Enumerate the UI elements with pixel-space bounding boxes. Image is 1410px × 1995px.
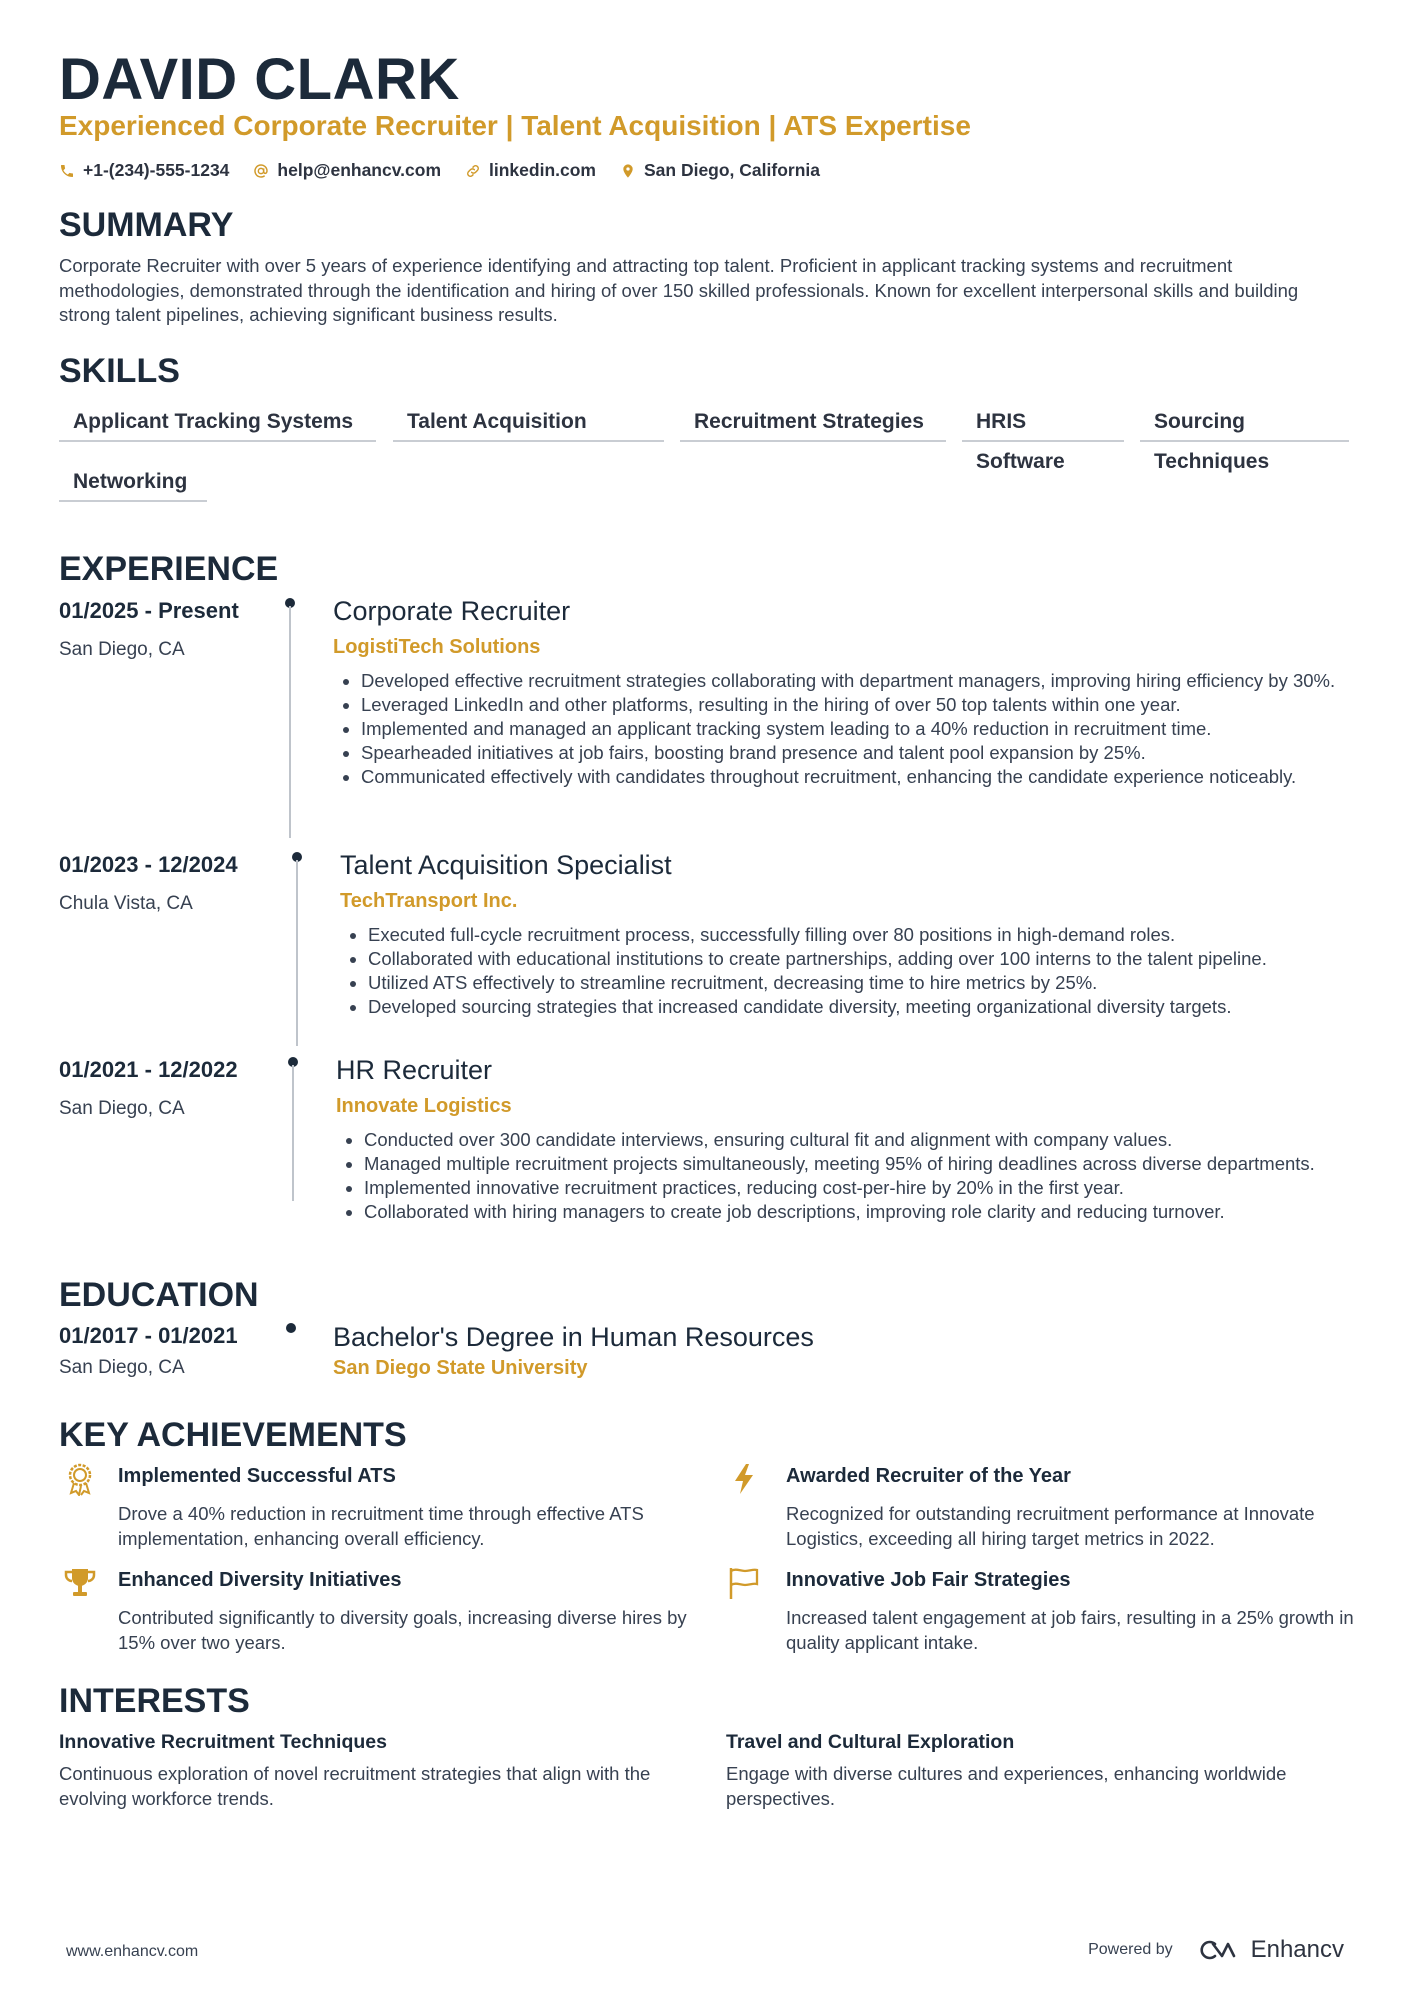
bullet-item: • Collaborated with educational institutions to create partnerships, adding over 100 interns to the talent pipeline.	[368, 947, 1378, 971]
bullet-item: • Implemented innovative recruitment practices, reducing cost-per-hire by 20% in the first year.	[364, 1176, 1374, 1200]
timeline-line	[296, 860, 298, 1046]
contact-linkedin[interactable]	[465, 160, 596, 181]
contact-linkedin-text: linkedin.com	[489, 160, 596, 180]
skill-tag: Recruitment Strategies	[680, 402, 946, 442]
timeline-line	[289, 606, 291, 838]
contact-bar	[59, 160, 820, 181]
job-company: TechTransport Inc.	[340, 890, 518, 912]
job-company: Innovate Logistics	[336, 1095, 512, 1117]
skill-tag: HRIS Software	[962, 402, 1124, 442]
contact-location	[620, 160, 820, 181]
achievements-heading: KEY ACHIEVEMENTS	[59, 1416, 407, 1454]
flag-icon	[727, 1566, 761, 1600]
lightning-bolt-icon	[727, 1462, 761, 1496]
footer-branding	[1088, 1936, 1344, 1964]
contact-location-text: San Diego, California	[643, 160, 820, 180]
timeline-dot	[286, 1323, 296, 1333]
interest-title: Innovative Recruitment Techniques	[59, 1731, 387, 1753]
enhancv-logo-icon	[1197, 1938, 1243, 1962]
award-medal-icon	[63, 1462, 97, 1496]
location-pin-icon	[620, 163, 636, 179]
footer-website[interactable]: www.enhancv.com	[66, 1943, 199, 1960]
job-bullets	[340, 923, 1378, 1019]
skill-tag: Talent Acquisition	[393, 402, 664, 442]
bullet-item: • Developed effective recruitment strategies collaborating with department managers, improving hiring efficiency by 30%.	[361, 669, 1371, 693]
interest-desc: Engage with diverse cultures and experiences, enhancing worldwide perspectives.	[726, 1763, 1287, 1809]
interests-heading: INTERESTS	[59, 1682, 250, 1720]
bullet-item: • Spearheaded initiatives at job fairs, boosting brand presence and talent pool expansion by 25%.	[361, 741, 1371, 765]
skills-heading: SKILLS	[59, 352, 180, 390]
at-icon	[253, 163, 269, 179]
education-location: San Diego, CA	[59, 1357, 185, 1378]
job-location: San Diego, CA	[59, 1098, 185, 1119]
job-title: Talent Acquisition Specialist	[340, 850, 672, 880]
achievement-desc: Drove a 40% reduction in recruitment time through effective ATS implementation, enhancing overall efficiency.	[118, 1503, 644, 1549]
powered-by-label: Powered by	[1088, 1941, 1173, 1958]
contact-phone[interactable]	[59, 160, 229, 181]
phone-icon	[59, 163, 75, 179]
bullet-item: • Managed multiple recruitment projects simultaneously, meeting 95% of hiring deadlines across diverse departments.	[364, 1152, 1374, 1176]
achievement-desc: Recognized for outstanding recruitment performance at Innovate Logistics, exceeding all hiring target metrics in 2022.	[786, 1503, 1315, 1549]
bullet-item: • Leveraged LinkedIn and other platforms, resulting in the hiring of over 50 top talents within one year.	[361, 693, 1371, 717]
link-icon	[465, 163, 481, 179]
job-dates: 01/2023 - 12/2024	[59, 852, 238, 877]
trophy-icon	[63, 1566, 97, 1600]
contact-phone-text: +1-(234)-555-1234	[83, 160, 230, 180]
education-dates: 01/2017 - 01/2021	[59, 1323, 238, 1348]
achievement-desc: Contributed significantly to diversity goals, increasing diverse hires by 15% over two years.	[118, 1607, 687, 1653]
bullet-item: • Developed sourcing strategies that increased candidate diversity, meeting organizational diversity targets.	[368, 995, 1378, 1019]
skill-tag: Networking	[59, 462, 207, 502]
job-title: HR Recruiter	[336, 1055, 493, 1085]
bullet-item: • Communicated effectively with candidates throughout recruitment, enhancing the candidate experience noticeably.	[361, 765, 1371, 789]
interest-desc: Continuous exploration of novel recruitment strategies that align with the evolving workforce trends.	[59, 1763, 651, 1809]
achievement-title: Innovative Job Fair Strategies	[786, 1569, 1071, 1591]
skill-tag: Applicant Tracking Systems	[59, 402, 376, 442]
job-dates: 01/2021 - 12/2022	[59, 1057, 238, 1082]
job-company: LogistiTech Solutions	[333, 636, 541, 658]
achievement-desc: Increased talent engagement at job fairs, resulting in a 25% growth in quality applicant intake.	[786, 1607, 1354, 1653]
job-location: Chula Vista, CA	[59, 893, 193, 914]
enhancv-logo[interactable]	[1197, 1936, 1344, 1964]
contact-email-text: help@enhancv.com	[277, 160, 442, 180]
candidate-name: DAVID CLARK	[59, 47, 460, 112]
bullet-item: • Executed full-cycle recruitment process, successfully filling over 80 positions in high-demand roles.	[368, 923, 1378, 947]
education-degree: Bachelor's Degree in Human Resources	[333, 1322, 814, 1352]
summary-text: Corporate Recruiter with over 5 years of experience identifying and attracting top talent. Proficient in applicant tracking systems and recruitment methodologies, demonstrated through the identification and hiring of over 150 skilled professionals. Known for excellent interpersonal skills and building strong talent pipelines, achieving significant business results.	[59, 255, 1299, 325]
contact-email[interactable]	[253, 160, 441, 181]
achievement-title: Enhanced Diversity Initiatives	[118, 1569, 402, 1591]
achievement-title: Awarded Recruiter of the Year	[786, 1465, 1071, 1487]
interest-title: Travel and Cultural Exploration	[726, 1731, 1015, 1753]
bullet-item: • Collaborated with hiring managers to create job descriptions, improving role clarity and reducing turnover.	[364, 1200, 1374, 1224]
summary-heading: SUMMARY	[59, 206, 234, 244]
job-bullets	[336, 1128, 1374, 1224]
job-dates: 01/2025 - Present	[59, 598, 239, 623]
achievement-title: Implemented Successful ATS	[118, 1465, 396, 1487]
timeline-line	[292, 1065, 294, 1201]
bullet-item: • Implemented and managed an applicant tracking system leading to a 40% reduction in recruitment time.	[361, 717, 1371, 741]
headline: Experienced Corporate Recruiter | Talent Acquisition | ATS Expertise	[59, 110, 971, 141]
education-heading: EDUCATION	[59, 1276, 259, 1314]
experience-heading: EXPERIENCE	[59, 550, 279, 588]
bullet-item: • Conducted over 300 candidate interviews, ensuring cultural fit and alignment with company values.	[364, 1128, 1374, 1152]
bullet-item: • Utilized ATS effectively to streamline recruitment, decreasing time to hire metrics by 25%.	[368, 971, 1378, 995]
job-title: Corporate Recruiter	[333, 596, 571, 626]
job-bullets	[333, 669, 1371, 789]
job-location: San Diego, CA	[59, 639, 185, 660]
skill-tag: Sourcing Techniques	[1140, 402, 1349, 442]
brand-name: Enhancv	[1250, 1936, 1344, 1963]
education-school: San Diego State University	[333, 1357, 588, 1379]
